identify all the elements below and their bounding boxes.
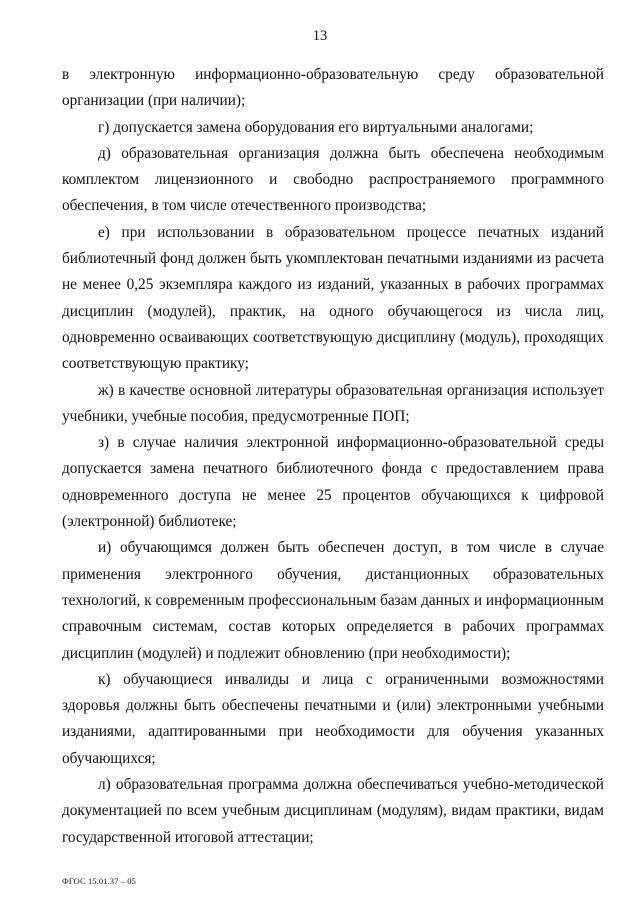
paragraph-item-zh: ж) в качестве основной литературы образовательная организация использует учебники, учебные пособия, предусмотренные ПОП; — [62, 381, 604, 425]
paragraph-item-d: д) образовательная организация должна быть обеспечена необходимым комплектом лицензионного и свободно распространяемого программного обеспечения, в том числе отечественного производства; — [62, 144, 604, 215]
paragraph-item-g: г) допускается замена оборудования его виртуальными аналогами; — [98, 118, 534, 136]
paragraph-item-l: л) образовательная программа должна обеспечиваться учебно-методической документацией по всем учебным дисциплинам (модулям), видам практики, видам государственной итоговой аттестации; — [62, 776, 604, 846]
paragraph-item-k: к) обучающиеся инвалиды и лица с ограниченными возможностями здоровья должны быть обеспечены печатными и (или) электронными учебными изданиями, адаптированными при необходимости для обучения указанных обучающихся; — [62, 670, 604, 767]
paragraph-item-e: е) при использовании в образовательном процессе печатных изданий библиотечный фонд должен быть укомплектован печатными изданиями из расчета не менее 0,25 экземпляра каждого из изданий, указанных в рабочих программах дисциплин (модулей), практик, на одного обучающегося из числа лиц, одновременно осваивающих соответствующую дисциплину (модуль), проходящих соответствующую практику; — [62, 223, 604, 373]
document-footer-code: ФГОС 15.01.37 – 05 — [62, 876, 137, 886]
document-body — [62, 62, 604, 851]
paragraph-item-z: з) в случае наличия электронной информационно-образовательной среды допускается замена печатного библиотечного фонда с предоставлением права одновременного доступа не менее 25 процентов обучающихся к цифровой (электронной) библиотеке; — [62, 434, 604, 531]
paragraph-item-i: и) обучающимся должен быть обеспечен доступ, в том числе в случае применения электронного обучения, дистанционных образовательных технологий, к современным профессиональным базам данных и информационным справочным системам, состав которых определяется в рабочих программах дисциплин (модулей) и подлежит обновлению (при необходимости); — [62, 539, 604, 662]
paragraph-continuation: в электронную информационно-образовательную среду образовательной организации (при наличии); — [62, 66, 604, 110]
page-number: 13 — [312, 28, 328, 44]
